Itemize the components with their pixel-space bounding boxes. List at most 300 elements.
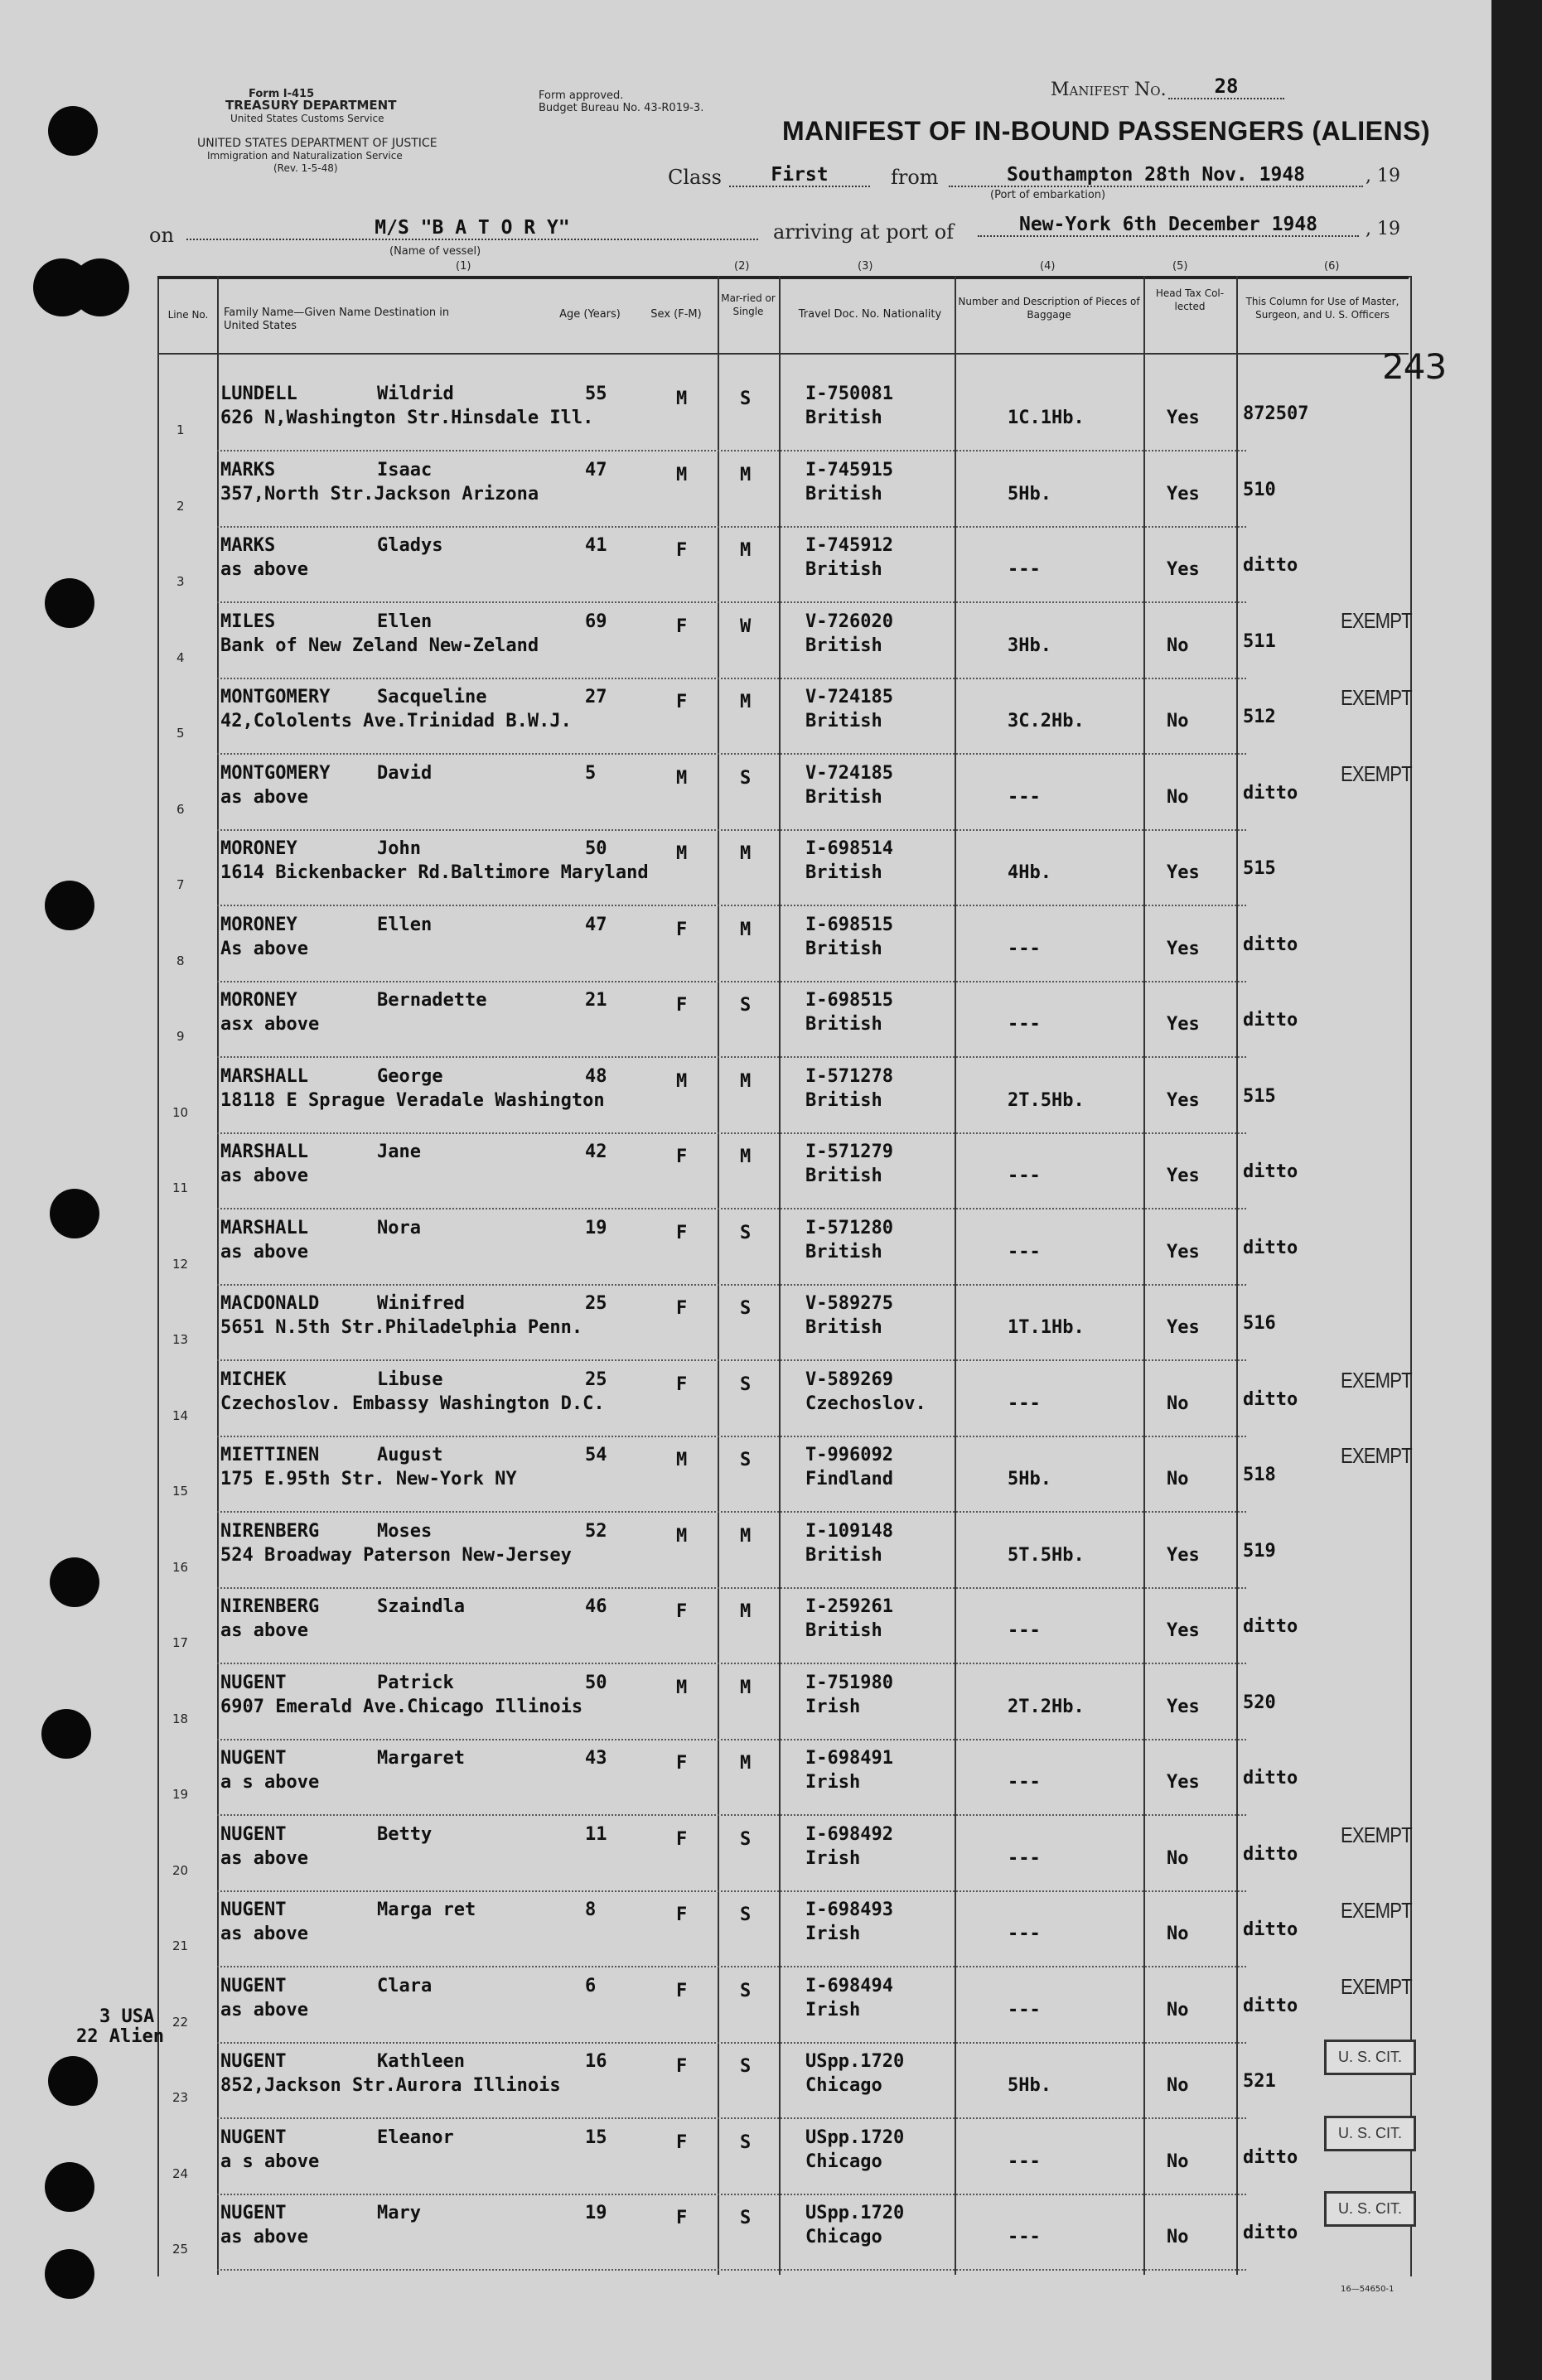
head-tax: Yes <box>1167 1697 1200 1717</box>
form-approved: Form approved. <box>539 89 624 102</box>
row-divider <box>217 981 1246 982</box>
marital-status: M <box>740 843 752 864</box>
header-line: Line No. <box>167 309 209 321</box>
row-divider <box>217 1663 1246 1664</box>
destination: 852,Jackson Str.Aurora Illinois <box>220 2075 561 2096</box>
baggage: --- <box>1008 1166 1041 1186</box>
header-officers: This Column for Use of Master, Surgeon, and U. S. Officers <box>1245 296 1399 321</box>
given-name: Eleanor <box>377 2127 454 2148</box>
given-name: Patrick <box>377 1673 454 1693</box>
family-name: NUGENT <box>220 1673 287 1693</box>
header-age: Age (Years) <box>559 308 621 321</box>
line-number: 7 <box>176 877 185 892</box>
destination: as above <box>220 787 308 808</box>
baggage: 5Hb. <box>1008 1469 1051 1489</box>
nationality: British <box>805 787 882 808</box>
age: 15 <box>585 2127 607 2148</box>
marital-status: M <box>740 540 752 561</box>
table-row <box>0 832 1491 908</box>
travel-doc: USpp.1720 <box>805 2051 905 2072</box>
marital-status: S <box>740 2056 752 2077</box>
given-name: Libuse <box>377 1369 443 1390</box>
officer-note: ditto <box>1243 1919 1298 1940</box>
destination: 1614 Bickenbacker Rd.Baltimore Maryland <box>220 862 649 883</box>
family-name: MIETTINEN <box>220 1445 320 1465</box>
family-name: MONTGOMERY <box>220 687 331 707</box>
row-divider <box>217 829 1246 831</box>
head-tax: No <box>1167 1924 1189 1944</box>
punch-hole <box>33 258 91 316</box>
marital-status: M <box>740 1678 752 1698</box>
sex: F <box>676 1374 688 1395</box>
family-name: MARKS <box>220 535 276 556</box>
table-row <box>0 1514 1491 1591</box>
officer-note: 515 <box>1243 858 1276 879</box>
exempt-stamp: EXEMPT <box>1341 1368 1412 1393</box>
family-name: NUGENT <box>220 2051 287 2072</box>
treasury-dept: TREASURY DEPARTMENT <box>225 98 397 113</box>
destination: as above <box>220 1242 308 1262</box>
sex: F <box>676 2208 688 2228</box>
marital-status: S <box>740 1374 752 1395</box>
marital-status: M <box>740 1601 752 1622</box>
baggage: --- <box>1008 1393 1041 1414</box>
age: 52 <box>585 1521 607 1542</box>
baggage: --- <box>1008 939 1041 959</box>
family-name: MICHEK <box>220 1369 287 1390</box>
exempt-stamp: EXEMPT <box>1341 1898 1412 1923</box>
head-tax: Yes <box>1167 1090 1200 1111</box>
head-tax: Yes <box>1167 1014 1200 1035</box>
officer-note: ditto <box>1243 783 1298 804</box>
table-row <box>0 529 1491 605</box>
officer-note: ditto <box>1243 934 1298 955</box>
officer-note: ditto <box>1243 1768 1298 1789</box>
destination: 6907 Emerald Ave.Chicago Illinois <box>220 1697 583 1717</box>
line-number: 23 <box>172 2090 189 2105</box>
travel-doc: USpp.1720 <box>805 2203 905 2223</box>
given-name: August <box>377 1445 443 1465</box>
destination: a s above <box>220 1772 320 1793</box>
col-num-2: (2) <box>734 260 750 273</box>
line-number: 11 <box>172 1180 189 1195</box>
table-row <box>0 1287 1491 1363</box>
baggage: --- <box>1008 1772 1041 1793</box>
family-name: MORONEY <box>220 915 297 935</box>
family-name: NIRENBERG <box>220 1521 320 1542</box>
sex: M <box>676 1678 688 1698</box>
table-row <box>0 1060 1491 1136</box>
header-name: Family Name—Given Name Destination in United States <box>224 307 450 332</box>
age: 25 <box>585 1293 607 1314</box>
sex: M <box>676 843 688 864</box>
nationality: Chicago <box>805 2151 882 2172</box>
officer-note: ditto <box>1243 1996 1298 2016</box>
table-row <box>0 1893 1491 1969</box>
family-name: NUGENT <box>220 1900 287 1920</box>
row-divider <box>217 450 1246 451</box>
sex: M <box>676 389 688 409</box>
baggage: --- <box>1008 2000 1041 2020</box>
sex: M <box>676 768 688 789</box>
line-number: 18 <box>172 1711 189 1726</box>
officer-note: 872507 <box>1243 403 1309 424</box>
family-name: NUGENT <box>220 1824 287 1845</box>
age: 21 <box>585 990 607 1011</box>
table-row <box>0 1969 1491 2045</box>
officer-note: 515 <box>1243 1086 1276 1107</box>
head-tax: No <box>1167 2000 1189 2020</box>
us-citizen-stamp: U. S. CIT. <box>1324 2040 1416 2075</box>
given-name: George <box>377 1066 443 1087</box>
table-row <box>0 908 1491 984</box>
nationality: British <box>805 862 882 883</box>
baggage: 5Hb. <box>1008 484 1051 504</box>
punch-hole <box>48 106 98 156</box>
table-row <box>0 680 1491 756</box>
baggage: --- <box>1008 2227 1041 2247</box>
row-divider <box>217 1436 1246 1437</box>
age: 69 <box>585 611 607 632</box>
line-number: 20 <box>172 1863 189 1878</box>
head-tax: No <box>1167 787 1189 808</box>
footer-code: 16—54650-1 <box>1341 2285 1395 2294</box>
nationality: Irish <box>805 2000 861 2020</box>
sex: F <box>676 692 688 712</box>
family-name: MORONEY <box>220 990 297 1011</box>
header-married: Mar-ried or Single <box>721 292 776 317</box>
nationality: Irish <box>805 1924 861 1944</box>
destination: 626 N,Washington Str.Hinsdale Ill. <box>220 408 594 428</box>
head-tax: No <box>1167 711 1189 731</box>
nationality: British <box>805 1166 882 1186</box>
form-number: Form I-415 <box>249 88 315 100</box>
destination: 357,North Str.Jackson Arizona <box>220 484 539 504</box>
given-name: Szaindla <box>377 1596 465 1617</box>
row-divider <box>217 1284 1246 1286</box>
family-name: MILES <box>220 611 276 632</box>
year-suffix-1: , 19 <box>1366 166 1400 186</box>
nationality: Chicago <box>805 2075 882 2096</box>
row-divider <box>217 1359 1246 1361</box>
table-row <box>0 1818 1491 1894</box>
table-row <box>0 1666 1491 1742</box>
destination: as above <box>220 1166 308 1186</box>
officer-note: ditto <box>1243 1238 1298 1258</box>
vessel-label: (Name of vessel) <box>389 245 481 258</box>
travel-doc: USpp.1720 <box>805 2127 905 2148</box>
sex: F <box>676 1601 688 1622</box>
nationality: British <box>805 1545 882 1566</box>
row-divider <box>217 1814 1246 1816</box>
ins-label: Immigration and Naturalization Service <box>207 150 403 162</box>
nationality: British <box>805 711 882 731</box>
head-tax: Yes <box>1167 862 1200 883</box>
travel-doc: I-698492 <box>805 1824 893 1845</box>
head-tax: No <box>1167 2075 1189 2096</box>
table-row <box>0 983 1491 1060</box>
baggage: 5T.5Hb. <box>1008 1545 1085 1566</box>
officer-note: 518 <box>1243 1465 1276 1485</box>
sex: M <box>676 1071 688 1092</box>
baggage: 4Hb. <box>1008 862 1051 883</box>
officer-note: ditto <box>1243 2223 1298 2243</box>
table-row <box>0 1363 1491 1439</box>
marital-status: S <box>740 768 752 789</box>
baggage: --- <box>1008 1014 1041 1035</box>
age: 25 <box>585 1369 607 1390</box>
marital-status: S <box>740 1904 752 1925</box>
row-divider <box>217 1208 1246 1209</box>
exempt-stamp: EXEMPT <box>1341 685 1412 710</box>
table-row <box>0 756 1491 833</box>
travel-doc: V-726020 <box>805 611 893 632</box>
travel-doc: I-259261 <box>805 1596 893 1617</box>
line-number: 1 <box>176 422 185 437</box>
destination: as above <box>220 1620 308 1641</box>
nationality: Irish <box>805 1772 861 1793</box>
given-name: Sacqueline <box>377 687 487 707</box>
header-travel: Travel Doc. No. Nationality <box>798 308 942 321</box>
given-name: John <box>377 838 421 859</box>
given-name: Jane <box>377 1142 421 1162</box>
family-name: LUNDELL <box>220 384 297 404</box>
destination: a s above <box>220 2151 320 2172</box>
row-divider <box>217 1966 1246 1967</box>
line-number: 24 <box>172 2166 189 2181</box>
line-number: 6 <box>176 802 185 817</box>
class-label: Class <box>668 166 722 189</box>
sex: F <box>676 1829 688 1850</box>
baggage: 3C.2Hb. <box>1008 711 1085 731</box>
travel-doc: I-745915 <box>805 460 893 480</box>
line-number: 9 <box>176 1029 185 1044</box>
nationality: British <box>805 1014 882 1035</box>
travel-doc: I-571279 <box>805 1142 893 1162</box>
col-num-1: (1) <box>456 260 471 273</box>
on-label: on <box>149 224 174 247</box>
from-label: from <box>891 166 939 189</box>
marital-status: M <box>740 1147 752 1167</box>
head-tax: Yes <box>1167 1545 1200 1566</box>
age: 16 <box>585 2051 607 2072</box>
table-row <box>0 2044 1491 2121</box>
baggage: --- <box>1008 2151 1041 2172</box>
line-number: 10 <box>172 1105 189 1120</box>
nationality: Chicago <box>805 2227 882 2247</box>
head-tax: Yes <box>1167 1242 1200 1262</box>
sex: M <box>676 1526 688 1547</box>
travel-doc: I-109148 <box>805 1521 893 1542</box>
travel-doc: I-698493 <box>805 1900 893 1920</box>
given-name: Isaac <box>377 460 433 480</box>
sex: F <box>676 920 688 940</box>
table-row <box>0 2121 1491 2197</box>
family-name: MARSHALL <box>220 1066 308 1087</box>
head-tax: No <box>1167 2151 1189 2172</box>
travel-doc: I-571278 <box>805 1066 893 1087</box>
table-row <box>0 377 1491 453</box>
family-name: MORONEY <box>220 838 297 859</box>
budget-bureau: Budget Bureau No. 43-R019-3. <box>539 102 704 114</box>
travel-doc: V-589275 <box>805 1293 893 1314</box>
sex: F <box>676 1298 688 1319</box>
family-name: MARSHALL <box>220 1142 308 1162</box>
year-suffix-2: , 19 <box>1366 219 1400 239</box>
given-name: Winifred <box>377 1293 465 1314</box>
family-name: MONTGOMERY <box>220 763 331 784</box>
marital-status: W <box>740 616 752 637</box>
age: 6 <box>585 1976 597 1996</box>
line-number: 8 <box>176 953 185 968</box>
marital-status: S <box>740 1981 752 2001</box>
officer-note: 520 <box>1243 1692 1276 1713</box>
table-row <box>0 1590 1491 1666</box>
row-divider <box>217 2269 1246 2271</box>
family-name: NUGENT <box>220 2127 287 2148</box>
officer-note: ditto <box>1243 1616 1298 1637</box>
class-value: First <box>729 164 870 187</box>
revision-label: (Rev. 1-5-48) <box>273 162 338 174</box>
sex: F <box>676 1981 688 2001</box>
customs-service: United States Customs Service <box>230 113 384 124</box>
head-tax: Yes <box>1167 1317 1200 1338</box>
given-name: Kathleen <box>377 2051 465 2072</box>
baggage: 5Hb. <box>1008 2075 1051 2096</box>
nationality: British <box>805 1242 882 1262</box>
officer-note: 510 <box>1243 480 1276 500</box>
sex: F <box>676 2056 688 2077</box>
nationality: British <box>805 939 882 959</box>
line-number: 14 <box>172 1408 189 1423</box>
family-name: MARKS <box>220 460 276 480</box>
officer-note: ditto <box>1243 1389 1298 1410</box>
line-number: 25 <box>172 2242 189 2257</box>
manifest-no-label: Manifest No. <box>1051 80 1167 100</box>
line-number: 22 <box>172 2015 189 2030</box>
head-tax: No <box>1167 635 1189 656</box>
baggage: 1T.1Hb. <box>1008 1317 1085 1338</box>
destination: asx above <box>220 1014 320 1035</box>
age: 48 <box>585 1066 607 1087</box>
destination: 42,Cololents Ave.Trinidad B.W.J. <box>220 711 572 731</box>
sex: F <box>676 616 688 637</box>
officer-note: ditto <box>1243 1010 1298 1031</box>
baggage: --- <box>1008 559 1041 580</box>
nationality: Czechoslov. <box>805 1393 926 1414</box>
marital-status: M <box>740 465 752 485</box>
doj-label: UNITED STATES DEPARTMENT OF JUSTICE <box>197 137 437 150</box>
side-note-usa: 3 USA <box>99 2006 155 2027</box>
line-number: 17 <box>172 1635 189 1650</box>
age: 54 <box>585 1445 607 1465</box>
exempt-stamp: EXEMPT <box>1341 1974 1412 1999</box>
col-num-5: (5) <box>1172 260 1188 273</box>
destination: as above <box>220 2000 308 2020</box>
age: 43 <box>585 1748 607 1769</box>
nationality: British <box>805 635 882 656</box>
marital-status: S <box>740 1450 752 1470</box>
travel-doc: I-698514 <box>805 838 893 859</box>
col-num-4: (4) <box>1040 260 1056 273</box>
vessel-value: M/S "B A T O R Y" <box>186 217 758 240</box>
age: 11 <box>585 1824 607 1845</box>
nationality: British <box>805 559 882 580</box>
given-name: Betty <box>377 1824 433 1845</box>
sex: F <box>676 1223 688 1243</box>
destination: as above <box>220 559 308 580</box>
head-tax: Yes <box>1167 559 1200 580</box>
marital-status: S <box>740 2208 752 2228</box>
marital-status: S <box>740 1829 752 1850</box>
baggage: --- <box>1008 1848 1041 1869</box>
nationality: British <box>805 1317 882 1338</box>
age: 50 <box>585 838 607 859</box>
age: 42 <box>585 1142 607 1162</box>
from-value: Southampton 28th Nov. 1948 <box>949 164 1363 187</box>
age: 41 <box>585 535 607 556</box>
nationality: Findland <box>805 1469 893 1489</box>
given-name: Ellen <box>377 611 433 632</box>
marital-status: M <box>740 1071 752 1092</box>
travel-doc: I-751980 <box>805 1673 893 1693</box>
age: 47 <box>585 915 607 935</box>
nationality: British <box>805 1090 882 1111</box>
marital-status: S <box>740 389 752 409</box>
age: 5 <box>585 763 597 784</box>
exempt-stamp: EXEMPT <box>1341 608 1412 633</box>
table-row <box>0 605 1491 681</box>
sex: M <box>676 465 688 485</box>
head-tax: Yes <box>1167 408 1200 428</box>
table-row <box>0 2196 1491 2272</box>
given-name: David <box>377 763 433 784</box>
marital-status: M <box>740 1526 752 1547</box>
header-headtax: Head Tax Col-lected <box>1155 287 1225 312</box>
age: 27 <box>585 687 607 707</box>
line-number: 13 <box>172 1332 189 1347</box>
officer-note: 511 <box>1243 631 1276 652</box>
exempt-stamp: EXEMPT <box>1341 1443 1412 1468</box>
age: 8 <box>585 1900 597 1920</box>
head-tax: Yes <box>1167 1620 1200 1641</box>
head-tax: Yes <box>1167 1166 1200 1186</box>
row-divider <box>217 2117 1246 2119</box>
head-tax: No <box>1167 1848 1189 1869</box>
line-number: 21 <box>172 1938 189 1953</box>
destination: As above <box>220 939 308 959</box>
sex: F <box>676 2132 688 2153</box>
sex: F <box>676 995 688 1016</box>
line-number: 12 <box>172 1257 189 1272</box>
marital-status: S <box>740 995 752 1016</box>
head-tax: Yes <box>1167 484 1200 504</box>
head-tax: No <box>1167 2227 1189 2247</box>
baggage: --- <box>1008 1242 1041 1262</box>
nationality: Irish <box>805 1697 861 1717</box>
sex: F <box>676 1904 688 1925</box>
destination: 524 Broadway Paterson New-Jersey <box>220 1545 572 1566</box>
page-number: 243 <box>1382 346 1447 387</box>
nationality: Irish <box>805 1848 861 1869</box>
head-tax: Yes <box>1167 939 1200 959</box>
baggage: 2T.5Hb. <box>1008 1090 1085 1111</box>
destination: as above <box>220 1924 308 1944</box>
baggage: 3Hb. <box>1008 635 1051 656</box>
travel-doc: I-698515 <box>805 990 893 1011</box>
exempt-stamp: EXEMPT <box>1341 761 1412 786</box>
side-note-alien: 22 Alien <box>76 2026 164 2047</box>
